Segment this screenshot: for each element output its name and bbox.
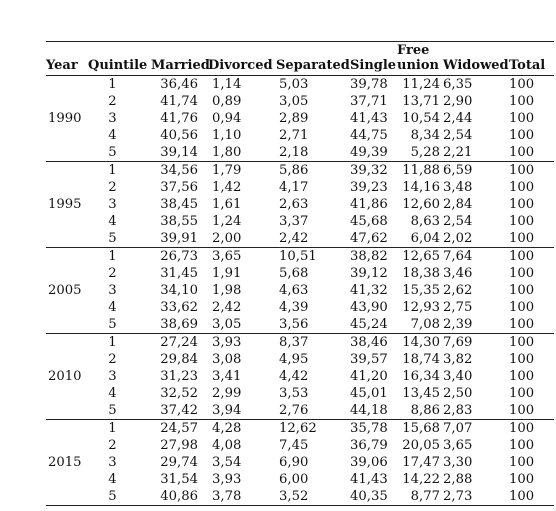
single-cell: 40,35 (350, 489, 388, 504)
separated-cell: 2,76 (279, 403, 309, 418)
divorced-cell: 1,61 (212, 197, 242, 212)
married-cell: 27,24 (160, 335, 198, 350)
married-cell: 27,98 (160, 438, 198, 453)
total-cell: 100 (509, 266, 535, 281)
year-group-2010 (46, 334, 554, 420)
divorced-cell: 4,28 (212, 421, 242, 436)
table-row (46, 110, 554, 127)
widowed-cell: 2,50 (443, 386, 473, 401)
table-row (46, 488, 554, 506)
separated-cell: 2,71 (279, 128, 309, 143)
married-cell: 38,45 (160, 197, 198, 212)
header-free-union: Free union (397, 43, 439, 73)
header-year: Year (46, 58, 78, 73)
widowed-cell: 2,83 (443, 403, 473, 418)
header-quintile: Quintile (88, 58, 148, 73)
quintile-cell: 3 (108, 283, 117, 298)
table-row (46, 144, 554, 162)
quintile-cell: 3 (108, 111, 117, 126)
divorced-cell: 1,24 (212, 214, 242, 229)
year-cell: 2015 (48, 455, 82, 470)
married-cell: 41,74 (160, 94, 198, 109)
total-cell: 100 (509, 77, 535, 92)
single-cell: 39,23 (350, 180, 388, 195)
free-union-cell: 17,47 (402, 455, 440, 470)
free-union-cell: 8,77 (410, 489, 440, 504)
divorced-cell: 3,93 (212, 472, 242, 487)
separated-cell: 2,42 (279, 231, 309, 246)
total-cell: 100 (509, 231, 535, 246)
table-row (46, 471, 554, 488)
widowed-cell: 3,40 (443, 369, 473, 384)
free-union-cell: 12,65 (402, 249, 440, 264)
table-row (46, 162, 554, 180)
total-cell: 100 (509, 163, 535, 178)
total-cell: 100 (509, 283, 535, 298)
table-row (46, 334, 554, 352)
free-union-cell: 12,60 (402, 197, 440, 212)
free-union-cell: 5,28 (410, 145, 440, 160)
year-cell: 2005 (48, 283, 82, 298)
widowed-cell: 2,90 (443, 94, 473, 109)
marital-status-table-container (46, 41, 554, 506)
quintile-cell: 5 (108, 145, 117, 160)
single-cell: 41,43 (350, 472, 388, 487)
table-row (46, 179, 554, 196)
table-row (46, 299, 554, 316)
married-cell: 40,86 (160, 489, 198, 504)
married-cell: 31,54 (160, 472, 198, 487)
total-cell: 100 (509, 197, 535, 212)
widowed-cell: 3,48 (443, 180, 473, 195)
total-cell: 100 (509, 214, 535, 229)
married-cell: 41,76 (160, 111, 198, 126)
total-cell: 100 (509, 438, 535, 453)
total-cell: 100 (509, 403, 535, 418)
divorced-cell: 2,42 (212, 300, 242, 315)
divorced-cell: 1,91 (212, 266, 242, 281)
free-union-cell: 11,24 (402, 77, 440, 92)
table-row (46, 402, 554, 420)
quintile-cell: 4 (108, 128, 117, 143)
quintile-cell: 5 (108, 489, 117, 504)
single-cell: 44,18 (350, 403, 388, 418)
widowed-cell: 7,69 (443, 335, 473, 350)
married-cell: 39,91 (160, 231, 198, 246)
separated-cell: 10,51 (279, 249, 317, 264)
widowed-cell: 6,35 (443, 77, 473, 92)
single-cell: 41,32 (350, 283, 388, 298)
widowed-cell: 3,65 (443, 438, 473, 453)
married-cell: 31,23 (160, 369, 198, 384)
divorced-cell: 3,93 (212, 335, 242, 350)
header-row (46, 42, 554, 76)
married-cell: 29,74 (160, 455, 198, 470)
widowed-cell: 3,82 (443, 352, 473, 367)
separated-cell: 4,42 (279, 369, 309, 384)
table-row (46, 316, 554, 334)
divorced-cell: 2,99 (212, 386, 242, 401)
quintile-cell: 1 (108, 335, 117, 350)
widowed-cell: 3,30 (443, 455, 473, 470)
married-cell: 34,56 (160, 163, 198, 178)
total-cell: 100 (509, 352, 535, 367)
separated-cell: 3,05 (279, 94, 309, 109)
year-cell: 1995 (48, 197, 82, 212)
free-union-cell: 18,38 (402, 266, 440, 281)
divorced-cell: 3,41 (212, 369, 242, 384)
divorced-cell: 3,94 (212, 403, 242, 418)
table-header (46, 42, 554, 76)
single-cell: 41,20 (350, 369, 388, 384)
married-cell: 24,57 (160, 421, 198, 436)
free-union-cell: 8,86 (410, 403, 440, 418)
table-row (46, 282, 554, 299)
divorced-cell: 1,80 (212, 145, 242, 160)
header-total: Total (509, 58, 546, 73)
single-cell: 45,01 (350, 386, 388, 401)
quintile-cell: 1 (108, 163, 117, 178)
separated-cell: 4,39 (279, 300, 309, 315)
married-cell: 38,55 (160, 214, 198, 229)
separated-cell: 3,56 (279, 317, 309, 332)
separated-cell: 2,63 (279, 197, 309, 212)
quintile-cell: 2 (108, 94, 117, 109)
free-union-cell: 8,34 (410, 128, 440, 143)
marital-status-table (46, 41, 554, 506)
separated-cell: 4,63 (279, 283, 309, 298)
separated-cell: 3,52 (279, 489, 309, 504)
quintile-cell: 1 (108, 77, 117, 92)
divorced-cell: 4,08 (212, 438, 242, 453)
divorced-cell: 1,79 (212, 163, 242, 178)
quintile-cell: 5 (108, 231, 117, 246)
year-cell: 1990 (48, 111, 82, 126)
total-cell: 100 (509, 249, 535, 264)
free-union-cell: 16,34 (402, 369, 440, 384)
total-cell: 100 (509, 94, 535, 109)
married-cell: 34,10 (160, 283, 198, 298)
separated-cell: 6,00 (279, 472, 309, 487)
widowed-cell: 2,84 (443, 197, 473, 212)
free-union-cell: 20,05 (402, 438, 440, 453)
free-union-cell: 13,45 (402, 386, 440, 401)
separated-cell: 2,18 (279, 145, 309, 160)
single-cell: 44,75 (350, 128, 388, 143)
single-cell: 39,32 (350, 163, 388, 178)
widowed-cell: 2,21 (443, 145, 473, 160)
free-union-cell: 12,93 (402, 300, 440, 315)
single-cell: 35,78 (350, 421, 388, 436)
table-row (46, 385, 554, 402)
year-group-1990 (46, 76, 554, 162)
quintile-cell: 2 (108, 266, 117, 281)
free-union-cell: 6,04 (410, 231, 440, 246)
total-cell: 100 (509, 180, 535, 195)
single-cell: 47,62 (350, 231, 388, 246)
single-cell: 43,90 (350, 300, 388, 315)
free-union-cell: 13,71 (402, 94, 440, 109)
widowed-cell: 2,75 (443, 300, 473, 315)
total-cell: 100 (509, 128, 535, 143)
widowed-cell: 6,59 (443, 163, 473, 178)
widowed-cell: 2,88 (443, 472, 473, 487)
widowed-cell: 2,02 (443, 231, 473, 246)
widowed-cell: 2,54 (443, 214, 473, 229)
separated-cell: 4,17 (279, 180, 309, 195)
separated-cell: 5,03 (279, 77, 309, 92)
quintile-cell: 2 (108, 352, 117, 367)
single-cell: 49,39 (350, 145, 388, 160)
quintile-cell: 2 (108, 438, 117, 453)
divorced-cell: 3,08 (212, 352, 242, 367)
year-group-1995 (46, 162, 554, 248)
quintile-cell: 3 (108, 197, 117, 212)
widowed-cell: 2,54 (443, 128, 473, 143)
total-cell: 100 (509, 317, 535, 332)
single-cell: 39,12 (350, 266, 388, 281)
free-union-cell: 18,74 (402, 352, 440, 367)
divorced-cell: 3,78 (212, 489, 242, 504)
single-cell: 41,86 (350, 197, 388, 212)
divorced-cell: 0,94 (212, 111, 242, 126)
table-row (46, 351, 554, 368)
quintile-cell: 4 (108, 472, 117, 487)
separated-cell: 2,89 (279, 111, 309, 126)
header-separated: Separated (276, 58, 350, 73)
total-cell: 100 (509, 489, 535, 504)
total-cell: 100 (509, 472, 535, 487)
married-cell: 37,42 (160, 403, 198, 418)
divorced-cell: 3,54 (212, 455, 242, 470)
single-cell: 39,57 (350, 352, 388, 367)
married-cell: 40,56 (160, 128, 198, 143)
year-group-2005 (46, 248, 554, 334)
table-row (46, 127, 554, 144)
total-cell: 100 (509, 455, 535, 470)
total-cell: 100 (509, 386, 535, 401)
widowed-cell: 3,46 (443, 266, 473, 281)
single-cell: 39,06 (350, 455, 388, 470)
married-cell: 26,73 (160, 249, 198, 264)
widowed-cell: 2,44 (443, 111, 473, 126)
widowed-cell: 7,07 (443, 421, 473, 436)
single-cell: 37,71 (350, 94, 388, 109)
table-row (46, 265, 554, 282)
single-cell: 36,79 (350, 438, 388, 453)
table-row (46, 437, 554, 454)
divorced-cell: 3,65 (212, 249, 242, 264)
quintile-cell: 4 (108, 300, 117, 315)
single-cell: 39,78 (350, 77, 388, 92)
separated-cell: 3,37 (279, 214, 309, 229)
total-cell: 100 (509, 369, 535, 384)
year-cell: 2010 (48, 369, 82, 384)
quintile-cell: 3 (108, 455, 117, 470)
separated-cell: 6,90 (279, 455, 309, 470)
quintile-cell: 1 (108, 421, 117, 436)
single-cell: 45,24 (350, 317, 388, 332)
separated-cell: 12,62 (279, 421, 317, 436)
header-divorced: Divorced (208, 58, 273, 73)
separated-cell: 5,68 (279, 266, 309, 281)
year-group-2015 (46, 420, 554, 506)
header-widowed: Widowed (443, 58, 509, 73)
widowed-cell: 2,39 (443, 317, 473, 332)
widowed-cell: 7,64 (443, 249, 473, 264)
divorced-cell: 1,10 (212, 128, 242, 143)
total-cell: 100 (509, 111, 535, 126)
divorced-cell: 1,14 (212, 77, 242, 92)
married-cell: 37,56 (160, 180, 198, 195)
widowed-cell: 2,62 (443, 283, 473, 298)
divorced-cell: 3,05 (212, 317, 242, 332)
free-union-cell: 14,16 (402, 180, 440, 195)
free-union-cell: 14,30 (402, 335, 440, 350)
quintile-cell: 5 (108, 317, 117, 332)
total-cell: 100 (509, 300, 535, 315)
table-row (46, 248, 554, 266)
free-union-cell: 15,68 (402, 421, 440, 436)
single-cell: 45,68 (350, 214, 388, 229)
married-cell: 29,84 (160, 352, 198, 367)
table-row (46, 76, 554, 94)
divorced-cell: 1,98 (212, 283, 242, 298)
married-cell: 32,52 (160, 386, 198, 401)
table-row (46, 213, 554, 230)
separated-cell: 3,53 (279, 386, 309, 401)
free-union-cell: 8,63 (410, 214, 440, 229)
free-union-cell: 14,22 (402, 472, 440, 487)
quintile-cell: 2 (108, 180, 117, 195)
married-cell: 33,62 (160, 300, 198, 315)
quintile-cell: 4 (108, 214, 117, 229)
single-cell: 38,46 (350, 335, 388, 350)
table-row (46, 93, 554, 110)
separated-cell: 7,45 (279, 438, 309, 453)
header-single: Single (350, 58, 397, 73)
married-cell: 36,46 (160, 77, 198, 92)
free-union-cell: 10,54 (402, 111, 440, 126)
widowed-cell: 2,73 (443, 489, 473, 504)
total-cell: 100 (509, 421, 535, 436)
quintile-cell: 4 (108, 386, 117, 401)
header-married: Married (151, 58, 210, 73)
married-cell: 31,45 (160, 266, 198, 281)
table-row (46, 420, 554, 438)
married-cell: 38,69 (160, 317, 198, 332)
married-cell: 39,14 (160, 145, 198, 160)
single-cell: 41,43 (350, 111, 388, 126)
divorced-cell: 0,89 (212, 94, 242, 109)
table-row (46, 368, 554, 385)
separated-cell: 4,95 (279, 352, 309, 367)
table-row (46, 230, 554, 248)
table-row (46, 196, 554, 213)
divorced-cell: 1,42 (212, 180, 242, 195)
quintile-cell: 5 (108, 403, 117, 418)
total-cell: 100 (509, 335, 535, 350)
quintile-cell: 3 (108, 369, 117, 384)
free-union-cell: 7,08 (410, 317, 440, 332)
single-cell: 38,82 (350, 249, 388, 264)
separated-cell: 5,86 (279, 163, 309, 178)
table-row (46, 454, 554, 471)
divorced-cell: 2,00 (212, 231, 242, 246)
free-union-cell: 15,35 (402, 283, 440, 298)
quintile-cell: 1 (108, 249, 117, 264)
free-union-cell: 11,88 (402, 163, 440, 178)
separated-cell: 8,37 (279, 335, 309, 350)
total-cell: 100 (509, 145, 535, 160)
